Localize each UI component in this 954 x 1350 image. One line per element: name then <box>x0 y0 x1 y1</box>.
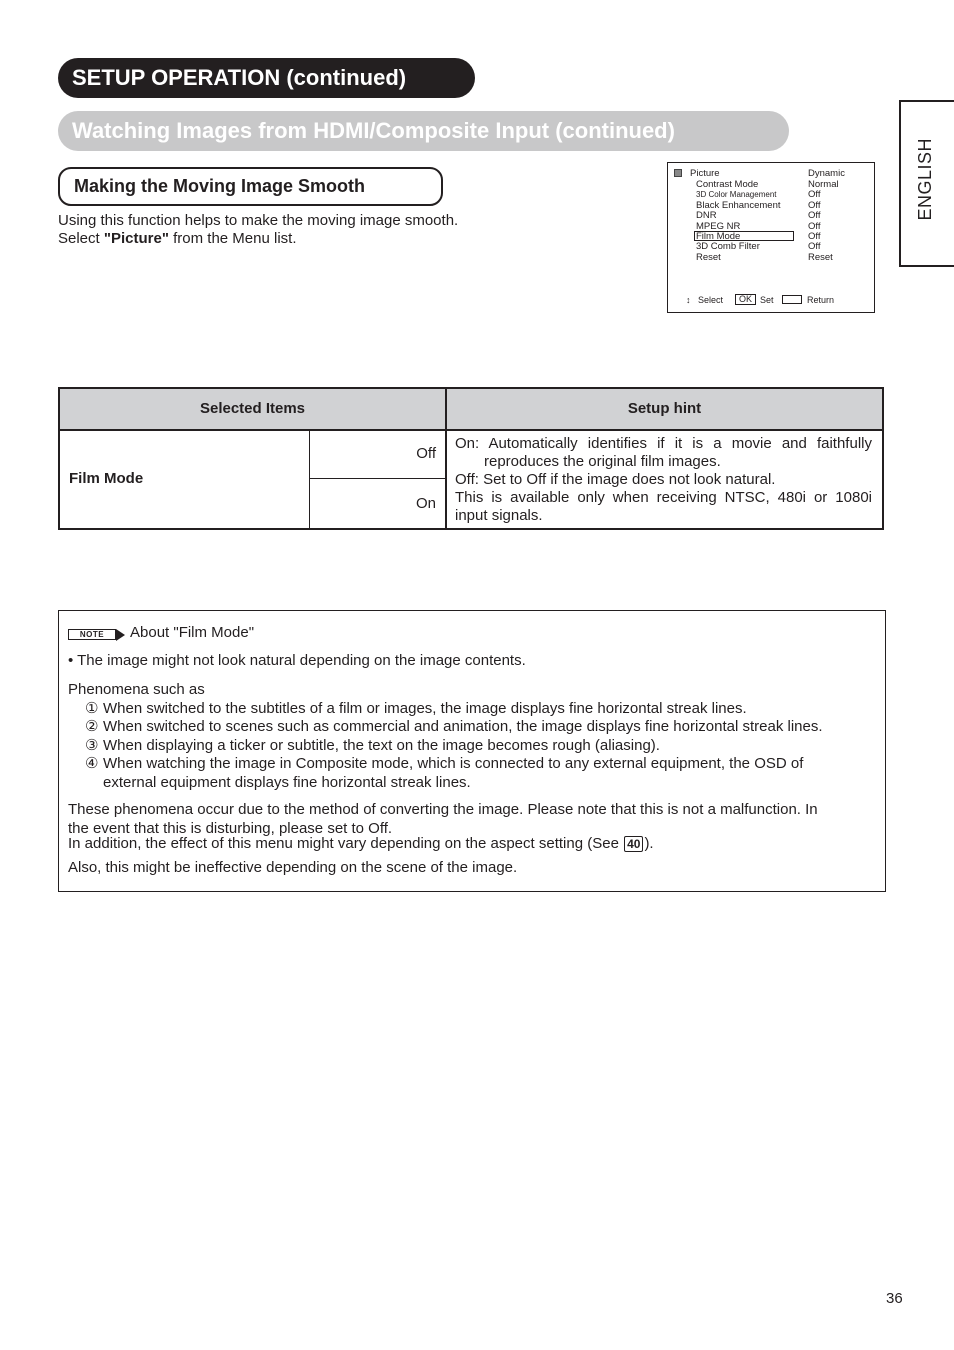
osd-menu <box>667 162 875 313</box>
table-header-items: Selected Items <box>60 389 445 429</box>
osd-row <box>668 241 874 252</box>
osd-row <box>668 252 874 263</box>
list-number: ② <box>85 718 99 735</box>
page-number: 36 <box>886 1290 903 1307</box>
intro-line-1: Using this function helps to make the moving image smooth. <box>58 212 459 229</box>
list-item <box>85 755 803 773</box>
list-item <box>85 700 747 718</box>
osd-footer-return: Return <box>807 295 835 305</box>
note-bullet: • The image might not look natural depending on the image contents. <box>68 652 526 669</box>
osd-value: Dynamic <box>808 168 845 179</box>
osd-value: Off <box>808 221 821 232</box>
table-divider <box>310 478 445 479</box>
page-header-title: SETUP OPERATION (continued) <box>58 58 475 98</box>
section-intro <box>58 212 458 248</box>
osd-row <box>668 189 874 200</box>
up-down-arrow-icon: ↕ <box>686 295 691 305</box>
language-tab-label: ENGLISH <box>915 138 935 221</box>
table-divider <box>60 429 882 431</box>
osd-row <box>668 168 874 179</box>
list-text: When switched to the subtitles of a film or images, the image displays fine horizontal streak lines. <box>103 700 747 717</box>
table-option-off: Off <box>416 445 436 462</box>
language-tab <box>899 100 954 267</box>
table-option-on: On <box>415 495 436 512</box>
hint-text: input signals. <box>455 507 543 524</box>
list-item-continuation: external equipment displays fine horizontal streak lines. <box>103 774 471 791</box>
page-reference-link[interactable]: 40 <box>624 836 643 852</box>
table-header-hint: Setup hint <box>447 389 882 429</box>
table-item-film-mode: Film Mode <box>69 470 144 487</box>
note-text: In addition, the effect of this menu might vary depending on the aspect setting (See <box>68 835 624 852</box>
osd-value: Normal <box>808 179 839 190</box>
ok-key-icon: OK <box>735 294 756 305</box>
note-paragraph: Also, this might be ineffective depending on the scene of the image. <box>68 859 518 876</box>
note-box <box>58 610 886 892</box>
intro-line-2 <box>58 230 458 248</box>
osd-label: Contrast Mode <box>696 179 759 190</box>
hint-text: Off: Set to Off if the image does not look natural. <box>455 471 776 488</box>
table-setup-hint <box>455 435 872 525</box>
osd-label: MPEG NR <box>696 221 741 232</box>
list-number: ④ <box>85 755 99 772</box>
note-phenomena-title: Phenomena such as <box>68 681 205 698</box>
osd-label: Film Mode <box>696 231 741 242</box>
list-number: ① <box>85 700 99 717</box>
list-number: ③ <box>85 737 99 754</box>
list-text: When displaying a ticker or subtitle, the text on the image becomes rough (aliasing). <box>103 737 660 754</box>
osd-label: Picture <box>690 168 720 179</box>
note-paragraph: the event that this is disturbing, please set to Off. <box>68 820 393 837</box>
return-key-icon <box>782 295 802 304</box>
hint-text: reproduces the original film images. <box>484 453 721 470</box>
note-arrow-icon <box>116 629 125 641</box>
note-paragraph: These phenomena occur due to the method of converting the image. Please note that this is not a malfunction. In <box>68 801 818 818</box>
osd-row <box>668 210 874 221</box>
list-text: When watching the image in Composite mode, which is connected to any external equipment, the OSD of <box>103 755 804 772</box>
osd-value: Reset <box>808 252 833 263</box>
osd-footer-select: Select <box>698 295 724 305</box>
osd-value: Off <box>808 231 821 242</box>
list-item <box>85 737 660 755</box>
osd-label: 3D Comb Filter <box>696 241 760 252</box>
osd-footer <box>668 294 874 306</box>
hint-text: On: Automatically identifies if it is a movie and faithfully <box>455 435 872 452</box>
hint-text: This is available only when receiving NTSC, 480i or 1080i <box>455 489 872 506</box>
note-text: ). <box>644 835 654 852</box>
note-title: About "Film Mode" <box>130 624 255 641</box>
intro-text: from the Menu list. <box>168 230 297 247</box>
note-paragraph <box>68 835 654 853</box>
osd-value: Off <box>808 200 821 211</box>
osd-label: Black Enhancement <box>696 200 781 211</box>
page-header-subtitle: Watching Images from HDMI/Composite Input (continued) <box>58 111 789 151</box>
note-badge: NOTE <box>68 629 116 640</box>
osd-value: Off <box>808 241 821 252</box>
osd-label: DNR <box>696 210 717 221</box>
intro-bold: "Picture" <box>103 230 169 247</box>
osd-value: Off <box>808 210 821 221</box>
settings-table <box>58 387 884 530</box>
intro-text: Select <box>58 230 104 247</box>
list-item <box>85 718 823 736</box>
osd-label: 3D Color Management <box>696 190 777 199</box>
osd-footer-set: Set <box>760 295 774 305</box>
osd-label: Reset <box>696 252 721 263</box>
osd-value: Off <box>808 189 821 200</box>
table-divider <box>445 389 447 528</box>
section-title: Making the Moving Image Smooth <box>58 167 443 206</box>
list-text: When switched to scenes such as commercial and animation, the image displays fine horizontal streak lines. <box>103 718 823 735</box>
